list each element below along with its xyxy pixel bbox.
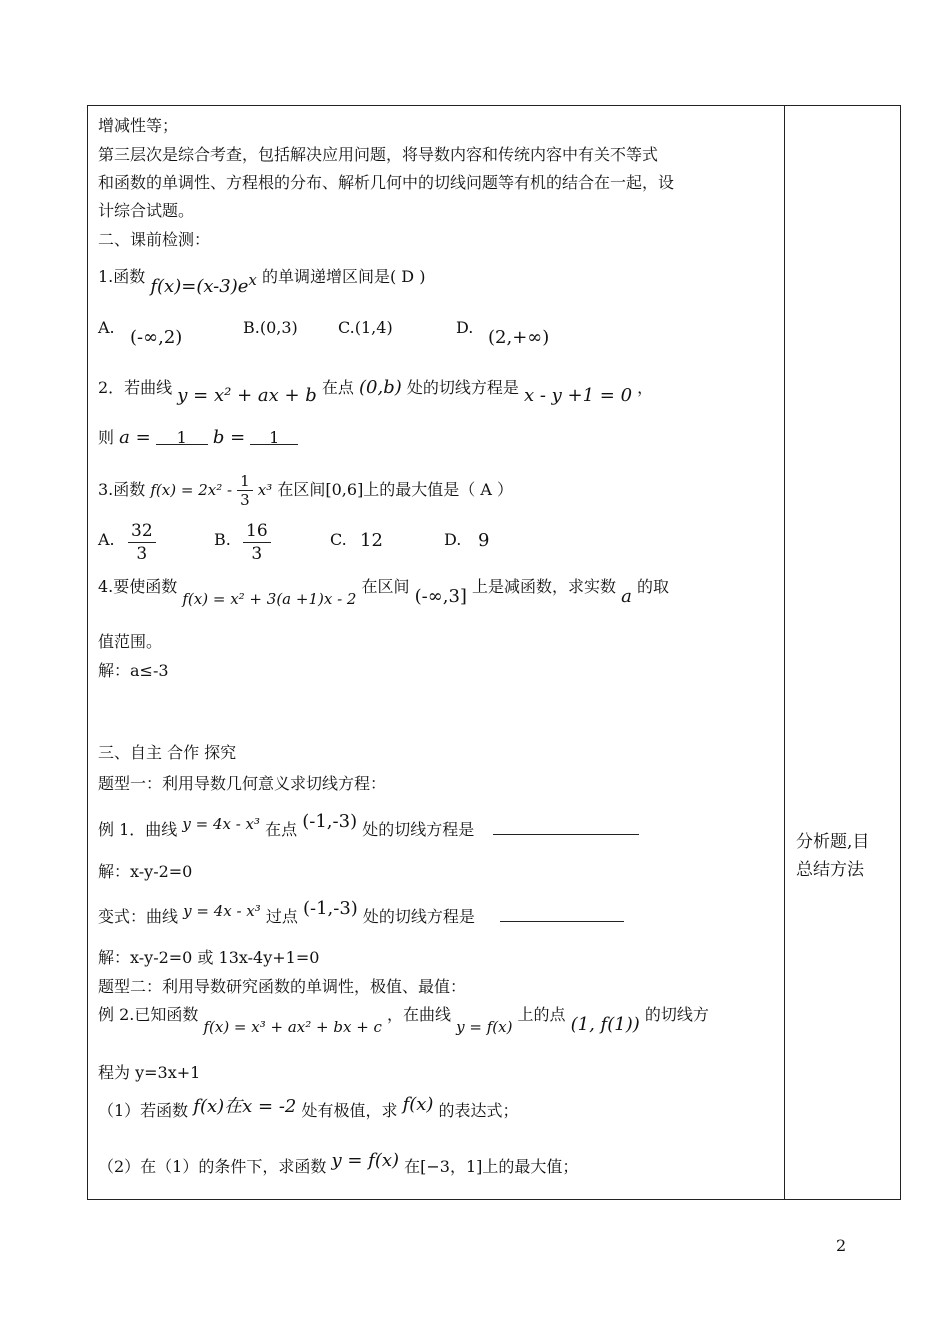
intro-line-2: 第三层次是综合考查，包括解决应用问题，将导数内容和传统内容中有关不等式 [98, 145, 659, 164]
q4-mid: 在区间 [361, 577, 410, 596]
var1-mid: 过点 [265, 907, 298, 926]
type-2-heading: 题型二：利用导数研究函数的单调性，极值、最值： [98, 977, 467, 996]
ex1-solution: 解：x-y-2=0 [98, 862, 193, 881]
ex2-mid: ，在曲线 [387, 1005, 452, 1024]
q4-mid2: 上是减函数，求实数 [472, 577, 617, 596]
var1-answer-blank[interactable] [500, 905, 624, 922]
ex2-expr: f(x) = x³ + ax² + bx + c [203, 1018, 382, 1036]
q3-prefix: 3.函数 [98, 480, 146, 499]
ex1-point: (-1,-3) [302, 811, 358, 832]
q3-expr-right: x³ [257, 481, 273, 499]
p2-prefix: （2）在（1）的条件下，求函数 [98, 1157, 327, 1176]
intro-line-3: 和函数的单调性、方程根的分布、解析几何中的切线问题等有机的结合在一起，设 [98, 173, 675, 192]
q1-option-a-label: A. [98, 318, 115, 337]
ex1-suffix: 处的切线方程是 [362, 820, 475, 839]
p2-suffix: 在[−3，1]上的最大值； [404, 1157, 579, 1176]
q3-option-a-frac [128, 520, 156, 565]
var1-suffix: 处的切线方程是 [362, 907, 475, 926]
q1-options [98, 318, 578, 348]
column-divider [784, 105, 785, 1200]
q3-line [98, 472, 513, 509]
ex2-prefix: 例 2.已知函数 [98, 1005, 199, 1024]
q1-expr-base: f(x)=(x-3)e [150, 276, 249, 297]
ex2-curve: y = f(x) [456, 1018, 513, 1036]
side-note-line-1: 分析题,目 [796, 832, 870, 852]
q1-option-d-value: (2,+∞) [488, 327, 550, 348]
q1-expr-exp: x [248, 271, 257, 289]
p1-mid: 处有极值，求 [301, 1101, 398, 1120]
q4-prefix: 4.要使函数 [98, 577, 178, 596]
q2-mid1: 在点 [321, 378, 354, 397]
q1-line [98, 260, 426, 297]
side-note [796, 828, 869, 884]
var1-point: (-1,-3) [302, 898, 358, 919]
p1-prefix: （1）若函数 [98, 1101, 189, 1120]
q2-prefix: 2．若曲线 [98, 378, 173, 397]
q3-suffix: 在区间[0,6]上的最大值是（ A ） [277, 480, 514, 499]
p1-fx: f(x) [402, 1094, 434, 1115]
q2-expr: y = x² + ax + b [177, 385, 317, 406]
p1-expr: f(x)在x = -2 [193, 1096, 297, 1117]
q1-option-b: B.(0,3) [243, 318, 298, 337]
q3-fraction [237, 472, 253, 509]
q2-a-answer: 1 [156, 428, 208, 445]
page-number: 2 [836, 1236, 847, 1255]
ex2-line [98, 1005, 709, 1036]
q2-answer-line [98, 428, 298, 448]
var1-solution: 解：x-y-2=0 或 13x-4y+1=0 [98, 948, 320, 967]
ex1-answer-blank[interactable] [493, 818, 639, 835]
section-2-title: 二、课前检测： [98, 230, 211, 249]
q3-expr-left: f(x) = 2x² - [150, 481, 233, 499]
q3-frac-den: 3 [240, 491, 250, 509]
ex2-mid2: 上的点 [517, 1005, 566, 1024]
q4-expr: f(x) = x² + 3(a +1)x - 2 [182, 590, 357, 608]
ex1-expr: y = 4x - x³ [182, 815, 261, 833]
q1-expr [150, 271, 257, 297]
ex2-point: (1, f(1)) [570, 1014, 640, 1035]
q2-b-label: b = [212, 427, 246, 448]
q2-mid2: 处的切线方程是 [406, 378, 519, 397]
q2-b-answer: 1 [250, 428, 298, 445]
q1-suffix: 的单调递增区间是( D ) [261, 267, 426, 286]
q4-cont: 值范围。 [98, 632, 163, 651]
q1-option-a-value: (-∞,2) [130, 327, 183, 348]
q2-comma: ， [637, 378, 654, 397]
var1-line [98, 898, 624, 927]
q1-option-c: C.(1,4) [338, 318, 393, 337]
q2-a-label: a = [119, 427, 151, 448]
type-1-heading: 题型一：利用导数几何意义求切线方程： [98, 774, 387, 793]
q2-point: (0,b) [359, 377, 402, 398]
q1-prefix: 1.函数 [98, 267, 146, 286]
q3-option-b-label: B. [214, 530, 231, 549]
ex1-line [98, 811, 639, 840]
side-note-line-2: 总结方法 [796, 860, 864, 880]
q3-option-a-label: A. [98, 530, 115, 549]
q4-var: a [621, 586, 632, 607]
q3-b-den: 3 [251, 544, 263, 564]
q3-option-b-frac [243, 520, 271, 565]
q3-b-num: 16 [243, 520, 271, 543]
ex2-part-1 [98, 1094, 519, 1121]
q3-options [98, 520, 578, 562]
q4-suffix: 的取 [636, 577, 669, 596]
var1-expr: y = 4x - x³ [183, 902, 261, 920]
q1-option-d-label: D. [456, 318, 474, 337]
p1-suffix: 的表达式； [438, 1101, 519, 1120]
q3-option-c-label: C. [330, 530, 347, 549]
ex1-mid: 在点 [265, 820, 298, 839]
q4-line [98, 577, 669, 608]
q2-tangent: x - y +1 = 0 [523, 385, 633, 406]
intro-line-1: 增减性等； [98, 116, 179, 135]
q3-a-num: 32 [128, 520, 156, 543]
q4-interval: (-∞,3] [414, 586, 467, 607]
q3-frac-num: 1 [237, 472, 253, 491]
q4-solution: 解：a≤-3 [98, 661, 169, 680]
ex2-cont: 程为 y=3x+1 [98, 1063, 201, 1082]
q3-option-c-value: 12 [360, 530, 383, 551]
q3-a-den: 3 [136, 544, 148, 564]
ex2-suffix: 的切线方 [644, 1005, 709, 1024]
q2-line [98, 377, 654, 406]
q3-option-d-value: 9 [478, 530, 490, 551]
intro-line-4: 计综合试题。 [98, 201, 195, 220]
q3-option-d-label: D. [444, 530, 462, 549]
p2-expr: y = f(x) [331, 1150, 400, 1171]
ex1-prefix: 例 1．曲线 [98, 820, 178, 839]
q2-then: 则 [98, 428, 115, 447]
var1-prefix: 变式：曲线 [98, 907, 179, 926]
ex2-part-2 [98, 1150, 579, 1177]
section-3-title: 三、自主 合作 探究 [98, 743, 237, 762]
